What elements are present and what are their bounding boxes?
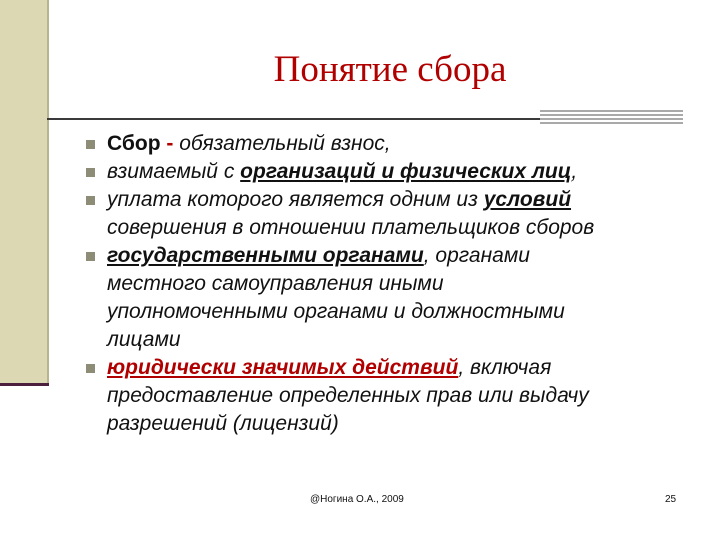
title-rule: [47, 118, 540, 120]
square-bullet-icon: [86, 196, 95, 205]
square-bullet-icon: [86, 364, 95, 373]
bullet-text: лицами: [107, 328, 181, 351]
bullet-text: , органами: [423, 244, 530, 267]
page-number: 25: [665, 494, 677, 505]
bullet-list: [86, 130, 686, 438]
square-bullet-icon: [86, 140, 95, 149]
square-bullet-icon: [86, 168, 95, 177]
bullet-text: предоставление определенных прав или выдачу: [107, 384, 589, 407]
bullet-item-2: [86, 158, 686, 186]
bullet-term: Сбор: [107, 132, 161, 155]
left-accent-band: [0, 0, 47, 384]
bullet-emphasis: организаций и физических лиц: [240, 160, 572, 183]
bullet-item-4: [86, 242, 686, 354]
bullet-emphasis: государственными органами: [107, 244, 424, 267]
bullet-text: уплата которого является одним из: [107, 188, 484, 211]
bullet-text: обязательный взнос,: [179, 132, 391, 155]
slide-title: Понятие сбора: [273, 49, 507, 90]
bullet-item-5: [86, 354, 686, 438]
bullet-text: разрешений (лицензий): [107, 412, 339, 435]
decorative-hatch: [540, 110, 683, 126]
bullet-text: совершения в отношении плательщиков сборов: [107, 216, 595, 239]
bullet-text: взимаемый с: [107, 160, 241, 183]
bullet-text: уполномоченными органами и должностными: [107, 300, 565, 323]
square-bullet-icon: [86, 252, 95, 261]
bullet-emphasis: юридически значимых действий: [107, 356, 459, 379]
bullet-text: ,: [571, 160, 578, 183]
bullet-separator: -: [160, 132, 180, 155]
bullet-text: местного самоуправления иными: [107, 272, 444, 295]
bullet-emphasis: условий: [483, 188, 572, 211]
footer-author: @Ногина О.А., 2009: [310, 494, 404, 505]
bullet-item-1: [86, 130, 686, 158]
left-accent-bottom-bar: [0, 383, 49, 386]
bullet-item-3: [86, 186, 686, 242]
bullet-text: , включая: [458, 356, 552, 379]
left-accent-divider: [47, 0, 49, 384]
